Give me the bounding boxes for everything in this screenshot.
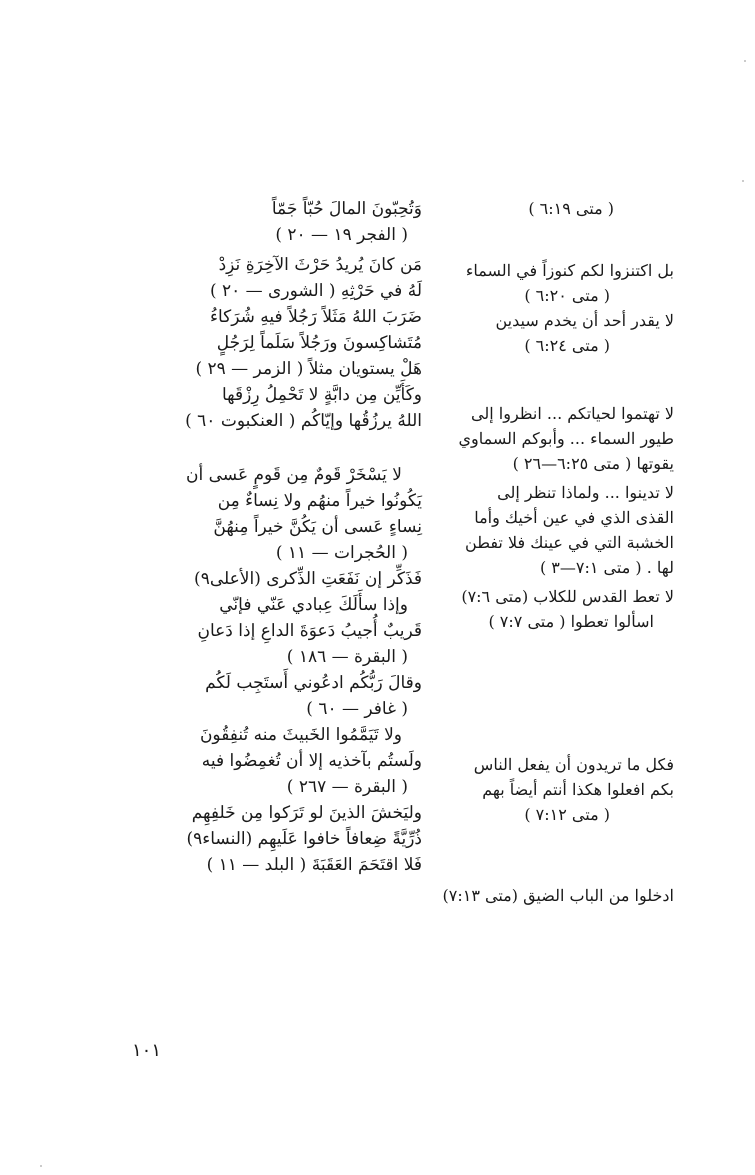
gospel-line: لا تهتموا لحياتكم ... انظروا إلى [471, 404, 674, 423]
gospel-citation: ( متى ٧:١٢ ) [524, 805, 610, 824]
verse-line: ولَستُم بآخذيه إلا أن تُغمِضُوا فيه [201, 751, 422, 771]
gospel-line: لها . ( متى ٧:١—٣ ) [539, 558, 674, 577]
gospel-citation: ( متى ٦:٢٠ ) [524, 286, 610, 305]
verse-line: قَريبٌ أُجيبُ دَعوَةَ الداعِ إذا دَعانِ [197, 621, 422, 641]
verse-line: وقالَ رَبُّكُم ادعُوني أَستَجِب لَكُم [205, 673, 422, 693]
verse-line: لا يَسْخَرْ قَومٌ مِن قَومٍ عَسى أن [186, 465, 402, 485]
verse-citation: ( الحُجرات — ١١ ) [275, 543, 408, 563]
verse-line: يَكُونُوا خيراً منهُم ولا نِساءٌ مِن [217, 491, 422, 511]
gospel-line: لا تدينوا ... ولماذا تنظر إلى [497, 483, 674, 502]
scan-speck [742, 180, 744, 182]
gospel-line: بكم افعلوا هكذا أنتم أيضاً بهم [482, 780, 674, 799]
spacer [438, 634, 674, 752]
spacer [438, 358, 674, 401]
gospel-line: يقوتها ( متى ٦:٢٥—٢٦ ) [512, 454, 674, 473]
gospel-citation: ( متى ٦:٢٤ ) [524, 336, 610, 355]
verse-citation: ( البقرة — ١٨٦ ) [286, 647, 408, 667]
gospel-line: الخشبة التي في عينك فلا تفطن [465, 533, 674, 552]
verse-line: وإذا سأَلَكَ عِبادي عَنّي فإنّي [219, 595, 408, 615]
verse-citation: ( الفجر ١٩ — ٢٠ ) [275, 225, 408, 245]
gospel-line: القذى الذي في عين أخيك وأما [474, 508, 674, 527]
gospel-line: لا يقدر أحد أن يخدم سيدين [495, 311, 674, 330]
verse-line: لَهُ في حَرْثِهِ ( الشورى — ٢٠ ) [209, 281, 422, 301]
verse-line: ضَرَبَ اللهُ مَثَلاً رَجُلاً فيهِ شُرَكاءُ [210, 307, 422, 327]
gospel-line: لا تعط القدس للكلاب (متى ٧:٦) [461, 587, 674, 606]
page-number: ١٠١ [132, 1040, 162, 1061]
spacer [112, 434, 422, 462]
verse-line: مُتَشاكِسونَ ورَجُلاً سَلَماً لِرَجُلٍ [216, 333, 422, 353]
verse-line: وَتُحِبّونَ المالَ حُبّاً جَمّاً [271, 199, 422, 219]
gospel-quotes-column [438, 196, 674, 908]
verse-line: فَذَكِّر إن نَفَعَتِ الذِّكرى (الأعلى٩) [194, 569, 422, 589]
verse-citation: ( غافر — ٦٠ ) [306, 699, 408, 719]
verse-citation: ( البقرة — ٢٦٧ ) [286, 777, 408, 797]
scan-speck [40, 1165, 42, 1167]
gospel-line: اسألوا تعطوا ( متى ٧:٧ ) [488, 612, 654, 631]
verse-line: نِساءٍ عَسى أن يَكُنَّ خيراً مِنهُنَّ [213, 517, 422, 537]
verse-line: هَلْ يستويان مثلاً ( الزمر — ٢٩ ) [195, 359, 422, 379]
spacer [438, 221, 674, 258]
gospel-line: بل اكتنزوا لكم كنوزاً في السماء [465, 261, 674, 280]
quran-verses-column [112, 196, 422, 878]
verse-line: وكَأَيِّن مِن دابَّةٍ لا تَحْمِلُ رِزْقَها [221, 385, 422, 405]
gospel-line: طيور السماء ... وأبوكم السماوي [458, 429, 674, 448]
gospel-line: ادخلوا من الباب الضيق (متى ٧:١٣) [442, 886, 674, 905]
gospel-line: فكل ما تريدون أن يفعل الناس [473, 755, 674, 774]
scan-speck [744, 60, 746, 62]
verse-line: وليَخشَ الذينَ لو تَرَكوا مِن خَلفِهِم [191, 803, 422, 823]
verse-line: اللهُ يرزُقُها وإيّاكُم ( العنكبوت ٦٠ ) [185, 411, 422, 431]
verse-line: مَن كانَ يُريدُ حَرْثَ الآخِرَةِ نَزِدْ [218, 255, 422, 275]
verse-line: ولا تَيَمَّمُوا الخَبيثَ منه تُنفِقُونَ [199, 725, 402, 745]
verse-line: فَلا اقتَحَمَ العَقَبَةَ ( البلد — ١١ ) [206, 855, 422, 875]
spacer [438, 827, 674, 883]
verse-line: ذُرِّيَّةً ضِعافاً خافوا عَلَيهِم (النساء٩) [186, 829, 422, 849]
gospel-citation: ( متى ٦:١٩ ) [528, 199, 614, 218]
